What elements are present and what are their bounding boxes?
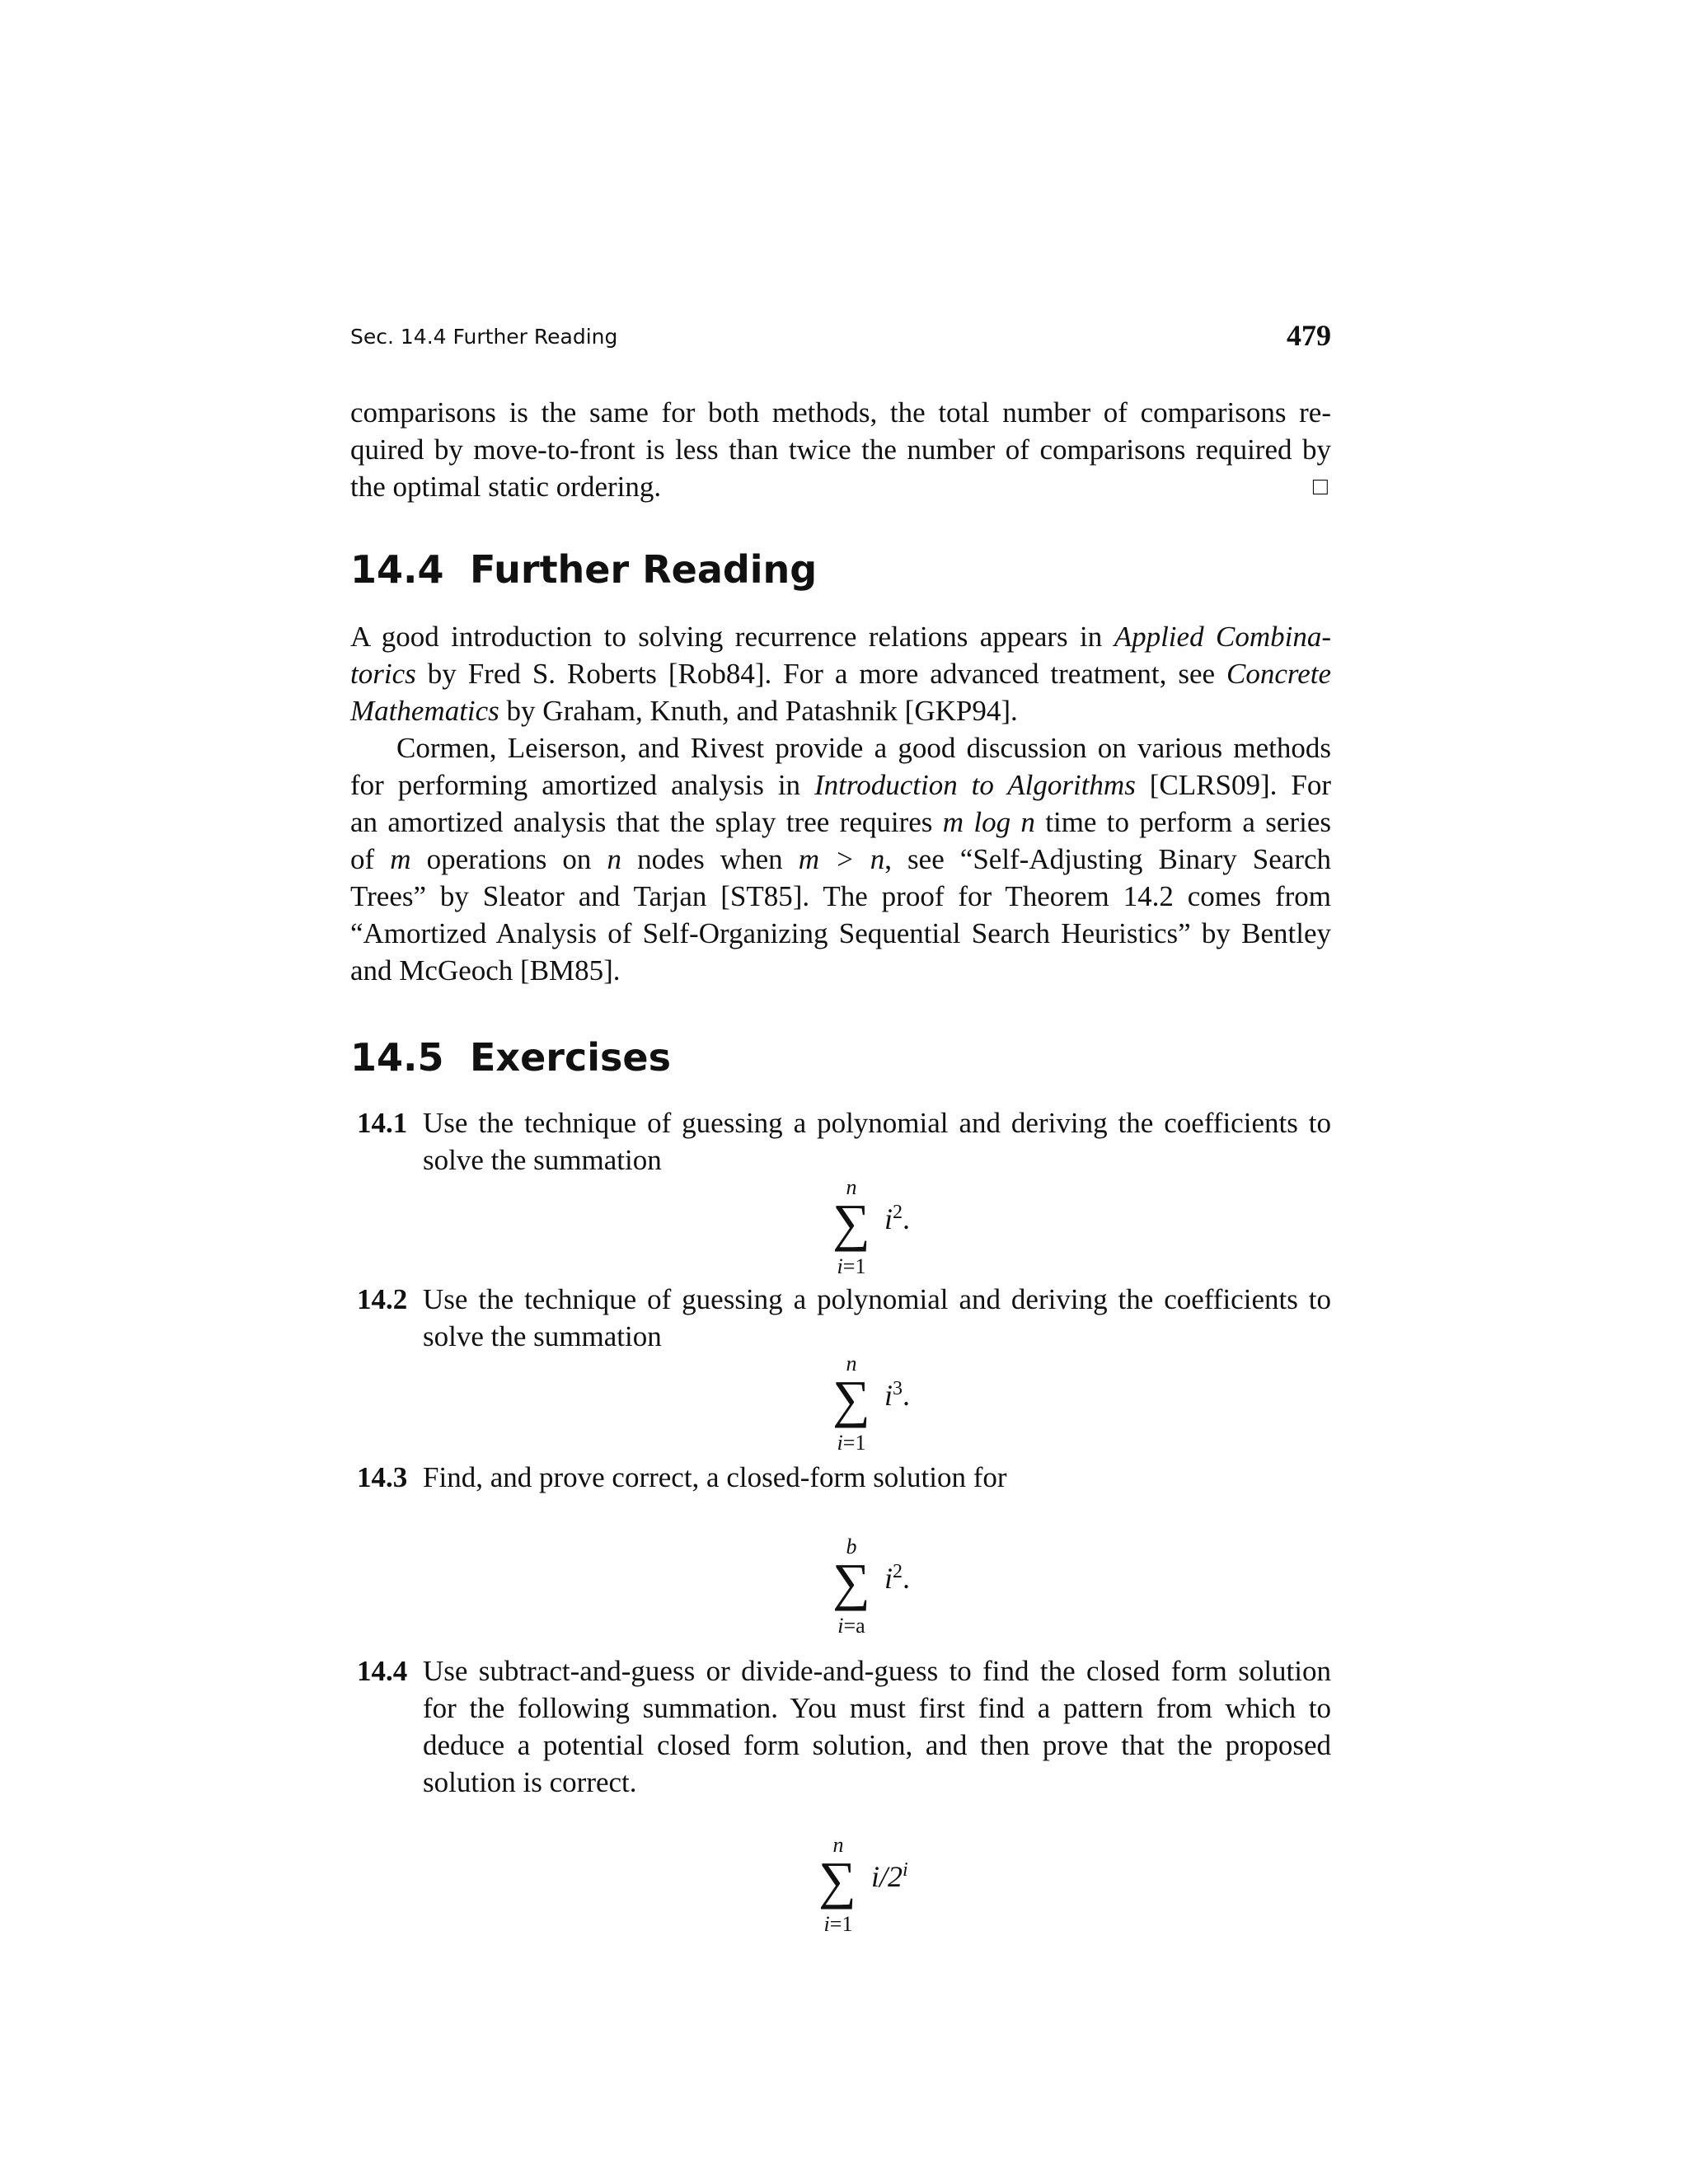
intro-paragraph [350,394,1331,505]
section-title: Exercises [470,1035,671,1080]
sum-lower-limit [810,1912,866,1937]
section-title: Further Reading [470,547,818,592]
exercise-text [423,1281,1331,1355]
text-span: of [350,843,391,875]
sum-index: i [823,1912,830,1936]
sum-upper-limit: n [832,1833,844,1857]
term-tail: . [903,1379,911,1412]
math-variable: n [607,843,622,875]
running-header [350,318,1331,359]
sigma-symbol-icon: ∑ [832,1553,870,1611]
text-line: “Amortized Analysis of Self-Organizing Sequential Search Heuristics” by Bentley [350,917,1331,949]
exercise-text [423,1459,1331,1496]
sum-index: i [837,1254,843,1278]
sum-upper-limit: n [846,1175,857,1199]
page-number: 479 [1287,319,1331,352]
term-base: i [884,1562,893,1595]
text-line: and McGeoch [BM85]. [350,954,621,987]
exercise-number: 14.1 [357,1107,408,1139]
math-expression: m log n [942,806,1035,838]
text-span: , see “Self-Adjusting Binary Search [884,843,1332,875]
exercise-text [423,1104,1331,1179]
section-number: 14.4 [350,547,444,592]
sum-lower-limit [823,1614,879,1638]
term-tail: . [903,1202,911,1235]
further-reading-paragraph-1 [350,618,1331,729]
text-span: operations on [410,843,607,875]
text-line [350,655,1331,692]
section-heading-exercises [350,1035,671,1080]
sum-start: =a [843,1614,865,1638]
book-title: Introduction to Algorithms [814,769,1136,801]
book-page [350,0,1331,2184]
sigma-symbol-icon: ∑ [832,1193,870,1252]
text-line: solve the summation [423,1320,662,1352]
section-number: 14.5 [350,1035,444,1080]
term-exponent: 3 [893,1378,903,1399]
term-base: i [884,1379,893,1412]
term-exponent: 2 [893,1561,903,1582]
term-base: i [884,1202,893,1235]
text-line: Use the technique of guessing a polynomial and deriving the coefficients to [423,1283,1331,1315]
term-tail: . [903,1562,911,1595]
text-span: by Graham, Knuth, and Patashnik [GKP94]. [499,695,1018,727]
sum-term [884,1561,910,1596]
book-title: Mathematics [350,695,499,727]
term-base: i/2 [871,1860,903,1893]
text-line: quired by move-to-front is less than twice the number of comparisons required by [350,434,1331,466]
sum-term [884,1378,910,1413]
section-heading-further-reading [350,547,817,592]
exercise-number: 14.4 [357,1655,408,1687]
sigma-symbol-icon: ∑ [832,1370,870,1428]
text-line [350,804,1331,841]
text-line [350,618,1331,655]
sum-start: =1 [842,1254,866,1278]
text-span: time to perform a series [1034,806,1331,838]
term-exponent: i [903,1859,908,1881]
text-line [350,766,1331,804]
text-line: deduce a potential closed form solution, and then prove that the proposed [423,1729,1331,1761]
sum-term [871,1859,908,1894]
text-span: an amortized analysis that the splay tree requires [350,806,943,838]
text-span: nodes when [621,843,799,875]
exercise-number: 14.2 [357,1283,408,1315]
sum-index: i [837,1614,844,1638]
sum-index: i [837,1431,843,1455]
sigma-symbol-icon: ∑ [818,1851,856,1910]
text-line: Use subtract-and-guess or divide-and-guess to find the closed form solution [423,1655,1331,1687]
text-line: comparisons is the same for both methods, the total number of comparisons re- [350,396,1331,429]
section-header-text: Sec. 14.4 Further Reading [350,325,618,349]
text-line: solution is correct. [423,1766,637,1798]
summation-formula [350,1833,1331,1943]
term-exponent: 2 [893,1202,903,1223]
text-line: Trees” by Sleator and Tarjan [ST85]. The proof for Theorem 14.2 comes from [350,880,1331,912]
book-title: Applied Combina- [1114,621,1331,653]
exercise-number: 14.3 [357,1461,408,1493]
text-line: Cormen, Leiserson, and Rivest provide a good discussion on various methods [396,732,1331,764]
math-variable: m [390,843,411,875]
text-line [350,841,1331,878]
sum-upper-limit: n [846,1352,857,1376]
text-line [350,692,1331,729]
text-span: by Fred S. Roberts [Rob84]. For a more advanced treatment, see [415,658,1226,690]
text-line-content: the optimal static ordering. [350,471,662,503]
sum-start: =1 [829,1912,853,1936]
text-span: for performing amortized analysis in [350,769,815,801]
sum-lower-limit [823,1254,879,1279]
sum-upper-limit: b [846,1535,857,1558]
summation-formula [350,1535,1331,1645]
text-line: Use the technique of guessing a polynomial and deriving the coefficients to [423,1107,1331,1139]
book-title: torics [350,658,416,690]
summation-formula [350,1175,1331,1286]
text-line: solve the summation [423,1144,662,1176]
text-span: [CLRS09]. For [1135,769,1331,801]
sum-term [884,1202,910,1236]
qed-symbol-icon: □ [1312,473,1328,500]
text-line: for the following summation. You must first find a pattern from which to [423,1692,1331,1724]
exercise-text [423,1652,1331,1801]
text-line [350,468,1331,505]
summation-formula [350,1352,1331,1462]
math-expression: m > n [798,843,885,875]
further-reading-paragraph-2 [350,729,1331,989]
text-line: Find, and prove correct, a closed-form solution for [423,1461,1007,1493]
sum-lower-limit [823,1431,879,1455]
book-title: Concrete [1226,658,1331,690]
sum-start: =1 [842,1431,866,1455]
text-span: A good introduction to solving recurrence relations appears in [350,621,1114,653]
